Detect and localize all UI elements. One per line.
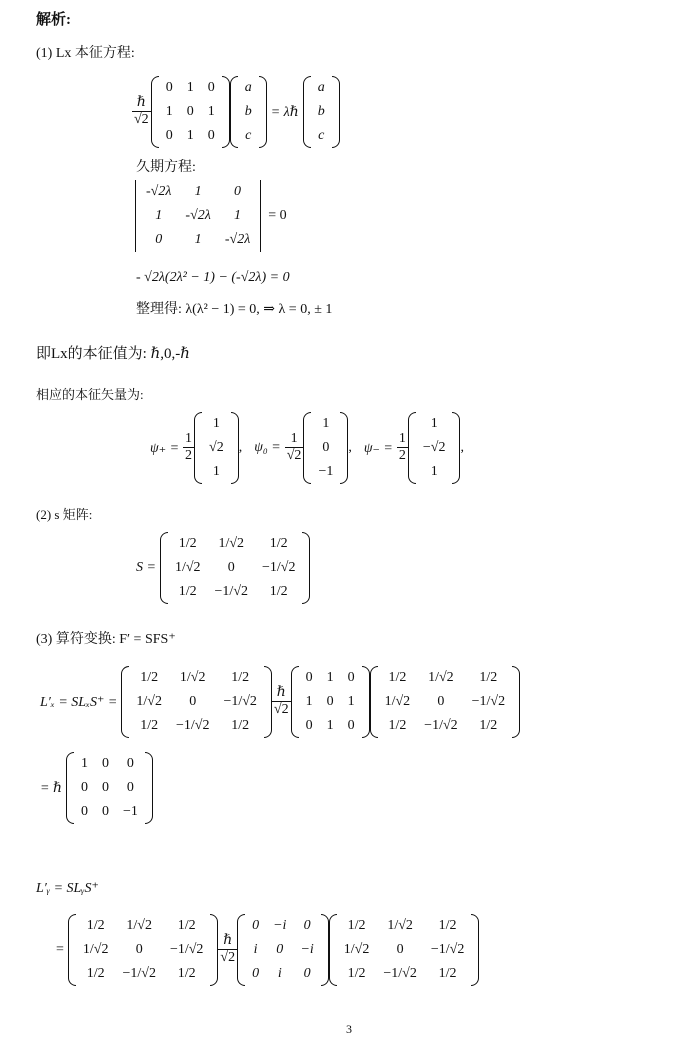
psi-plus-vector (194, 412, 239, 484)
ly-prime-label: L′ᵧ = SLᵧS⁺ (36, 881, 99, 896)
matrix-bracket-left (370, 666, 378, 738)
matrix-cell: 1 (207, 104, 215, 119)
matrix-cell: −1/√2 (169, 942, 204, 957)
matrix-grid (202, 412, 231, 484)
matrix-bracket-left (194, 412, 202, 484)
secular-determinant (132, 180, 291, 252)
ly-matrix (237, 914, 329, 986)
matrix-cell: −1 (318, 464, 334, 479)
matrix-cell: 1/2 (178, 536, 197, 551)
matrix-grid (311, 76, 332, 148)
matrix-cell: 1 (326, 718, 334, 733)
matrix-grid (159, 76, 222, 148)
matrix-cell: 0 (303, 966, 311, 981)
lx-transform-equation (36, 666, 520, 738)
matrix-cell: -√2λ (185, 208, 211, 223)
psi-zero: ψ₀ = (254, 440, 281, 455)
matrix-grid (378, 666, 513, 738)
matrix-cell: 1/√2 (174, 560, 201, 575)
matrix-grid (337, 914, 472, 986)
matrix-cell: -√2λ (224, 232, 251, 247)
matrix-cell: 1 (155, 208, 163, 223)
eigenvectors (146, 412, 464, 484)
matrix-cell: 1/√2 (343, 942, 370, 957)
eigenvalues-line: 即Lx的本征值为: ℏ,0,-ℏ (36, 346, 190, 362)
matrix-cell: 1/√2 (126, 918, 152, 933)
matrix-bracket-right (260, 180, 261, 252)
matrix-bracket-right (332, 76, 340, 148)
matrix-bracket-right (452, 412, 460, 484)
matrix-cell: 0 (207, 128, 215, 143)
matrix-cell: 0 (252, 918, 260, 933)
matrix-cell: −1/√2 (262, 560, 296, 575)
matrix-bracket-left (66, 752, 74, 824)
matrix-bracket-left (303, 412, 311, 484)
separator: , (348, 440, 352, 455)
matrix-cell: 0 (165, 80, 173, 95)
matrix-cell: 0 (234, 184, 242, 199)
matrix-grid (238, 76, 259, 148)
matrix-grid (416, 412, 453, 484)
matrix-grid (311, 412, 340, 484)
matrix-cell: 1/2 (269, 584, 288, 599)
matrix-cell: −1/√2 (424, 718, 458, 733)
matrix-cell: 1 (186, 80, 194, 95)
equals-hbar: = ℏ (40, 780, 62, 796)
matrix-bracket-right (340, 412, 348, 484)
matrix-cell: 1 (194, 232, 202, 247)
matrix-cell: c (245, 128, 252, 143)
matrix-cell: 1 (347, 694, 355, 709)
abc-vector-left (230, 76, 267, 148)
matrix-cell: 0 (80, 804, 88, 819)
matrix-cell: a (244, 80, 252, 95)
s-matrix-4 (329, 914, 480, 986)
matrix-cell: 1/2 (140, 718, 159, 733)
matrix-cell: 0 (126, 756, 134, 771)
lx-result-equation (36, 752, 153, 824)
matrix-bracket-right (362, 666, 370, 738)
matrix-cell: 1/√2 (384, 694, 411, 709)
matrix-bracket-right (302, 532, 310, 604)
matrix-cell: 1/2 (388, 670, 407, 685)
matrix-bracket-left (303, 76, 311, 148)
matrix-cell: a (317, 80, 325, 95)
psi-minus-vector (408, 412, 461, 484)
matrix-cell: 1/2 (231, 670, 250, 685)
matrix-bracket-right (512, 666, 520, 738)
lx-matrix (151, 76, 230, 148)
matrix-bracket-right (145, 752, 153, 824)
matrix-bracket-left (329, 914, 337, 986)
matrix-bracket-right (259, 76, 267, 148)
matrix-grid (139, 180, 257, 252)
matrix-cell: 1 (80, 756, 88, 771)
result-line: 整理得: λ(λ² − 1) = 0, ⇒ λ = 0, ± 1 (136, 302, 333, 317)
s-matrix-equation (132, 532, 310, 604)
s-matrix (160, 532, 311, 604)
matrix-cell: 1/√2 (387, 918, 413, 933)
lx-eigen-equation (132, 76, 340, 148)
matrix-grid (299, 666, 362, 738)
matrix-cell: 0 (326, 694, 334, 709)
matrix-bracket-left (151, 76, 159, 148)
matrix-cell: 1/2 (178, 584, 197, 599)
matrix-cell: 0 (437, 694, 445, 709)
matrix-cell: 1/√2 (179, 670, 206, 685)
matrix-cell: 1/2 (479, 718, 498, 733)
lx-prime-equals: L′ₓ = SLₓS⁺ = (40, 694, 118, 710)
matrix-bracket-left (160, 532, 168, 604)
matrix-bracket-left (68, 914, 76, 986)
matrix-cell: √2 (209, 440, 224, 455)
matrix-cell: 1/√2 (428, 670, 454, 685)
psi-plus: ψ₊ = (150, 440, 180, 456)
secular-label: 久期方程: (136, 160, 196, 175)
matrix-cell: 1/√2 (82, 942, 109, 957)
matrix-cell: b (244, 104, 252, 119)
page-number: 3 (346, 1022, 352, 1036)
abc-vector-right (303, 76, 340, 148)
half-fraction: $\frac{1}{2}$ (185, 431, 193, 463)
matrix-cell: 1 (305, 694, 313, 709)
matrix-cell: 0 (303, 918, 311, 933)
matrix-bracket-left (121, 666, 129, 738)
one-over-sqrt2: $\frac{1}{√2}$ (286, 431, 302, 463)
matrix-bracket-right (471, 914, 479, 986)
matrix-cell: 0 (207, 80, 215, 95)
matrix-cell: 1/2 (269, 536, 288, 551)
matrix-cell: 1/√2 (136, 694, 162, 709)
matrix-cell: 1/2 (86, 918, 105, 933)
matrix-grid (245, 914, 321, 986)
matrix-cell: 0 (80, 780, 88, 795)
lx-matrix-2 (291, 666, 370, 738)
s-matrix-2 (370, 666, 521, 738)
matrix-cell: 0 (155, 232, 163, 247)
matrix-cell: i (277, 966, 282, 981)
matrix-cell: 1/2 (347, 966, 366, 981)
psi-zero-vector (303, 412, 348, 484)
matrix-cell: −1/√2 (175, 718, 210, 733)
matrix-cell: 1/2 (86, 966, 105, 981)
matrix-cell: 1 (326, 670, 334, 685)
matrix-cell: 1/2 (438, 918, 457, 933)
matrix-cell: 1/2 (479, 670, 498, 685)
det-equals-zero: = 0 (268, 208, 287, 223)
matrix-cell: −i (300, 942, 314, 957)
matrix-grid (129, 666, 264, 738)
part3-label: (3) 算符变换: F′ = SFS⁺ (36, 632, 176, 647)
lx-result-matrix (66, 752, 153, 824)
matrix-bracket-left (237, 914, 245, 986)
matrix-bracket-right (231, 412, 239, 484)
matrix-cell: 0 (165, 128, 173, 143)
matrix-cell: 1 (234, 208, 242, 223)
part2-label: (2) s 矩阵: (36, 507, 93, 522)
s-matrix-1 (121, 666, 272, 738)
matrix-grid (74, 752, 145, 824)
matrix-cell: −1/√2 (430, 942, 465, 957)
separator: , (238, 440, 243, 455)
hbar-over-sqrt2-2: $\frac{\text{ℏ}}{√2}$ (273, 685, 289, 717)
matrix-cell: 0 (276, 942, 284, 957)
matrix-cell: −1/√2 (223, 694, 257, 709)
matrix-cell: 1/√2 (218, 536, 245, 551)
matrix-cell: 0 (101, 756, 109, 771)
matrix-cell: −1/√2 (214, 584, 248, 599)
matrix-cell: 0 (101, 780, 109, 795)
matrix-cell: -√2λ (146, 184, 172, 199)
matrix-cell: 0 (305, 718, 313, 733)
matrix-cell: 0 (189, 694, 197, 709)
matrix-cell: 1/2 (140, 670, 159, 685)
end-comma: , (460, 440, 464, 455)
matrix-cell: −i (273, 918, 287, 933)
matrix-cell: 1 (212, 416, 220, 431)
matrix-bracket-right (321, 914, 329, 986)
matrix-cell: 0 (126, 780, 134, 795)
matrix-cell: 1 (186, 128, 194, 143)
matrix-bracket-right (210, 914, 218, 986)
matrix-cell: 1/2 (231, 718, 250, 733)
ly-transform-equation (52, 914, 479, 986)
matrix-cell: 0 (227, 560, 235, 575)
matrix-cell: 0 (101, 804, 109, 819)
solution-heading: 解析: (36, 12, 71, 28)
matrix-bracket-right (222, 76, 230, 148)
eigenvectors-label: 相应的本征矢量为: (36, 387, 144, 402)
matrix-cell: 1 (194, 184, 202, 199)
matrix-cell: −1/√2 (471, 694, 506, 709)
matrix-bracket-left (408, 412, 416, 484)
matrix-cell: 1 (430, 464, 438, 479)
matrix-cell: 1 (212, 464, 220, 479)
matrix-bracket-left (230, 76, 238, 148)
hbar-over-sqrt2: $\frac{\text{ℏ}}{√2}$ (134, 95, 149, 127)
s-matrix-3 (68, 914, 219, 986)
matrix-cell: 0 (252, 966, 260, 981)
matrix-cell: b (317, 104, 325, 119)
ly-equals: = (56, 942, 64, 957)
matrix-cell: 0 (396, 942, 404, 957)
matrix-cell: 1/2 (177, 966, 196, 981)
s-equals: S = (136, 560, 156, 575)
matrix-cell: 0 (347, 718, 355, 733)
lambda-hbar: = λℏ (270, 104, 299, 120)
matrix-cell: −1 (122, 804, 138, 819)
matrix-cell: 1/2 (347, 918, 366, 933)
matrix-cell: 1 (165, 104, 173, 119)
part1-label: (1) Lx 本征方程: (36, 46, 135, 61)
matrix-cell: i (253, 942, 258, 957)
matrix-bracket-left (291, 666, 299, 738)
matrix-cell: 0 (347, 670, 355, 685)
matrix-cell: 0 (186, 104, 194, 119)
matrix-cell: 0 (135, 942, 143, 957)
hbar-over-sqrt2-3: $\frac{\text{ℏ}}{√2}$ (220, 933, 236, 965)
matrix-cell: 1/2 (438, 966, 457, 981)
expansion-line: - √2λ(2λ² − 1) − (-√2λ) = 0 (136, 270, 290, 285)
matrix-cell: −√2 (422, 440, 446, 455)
matrix-cell: 0 (305, 670, 313, 685)
matrix-cell: 1 (322, 416, 330, 431)
det-matrix (132, 180, 264, 252)
matrix-cell: −1/√2 (383, 966, 417, 981)
matrix-bracket-left (135, 180, 136, 252)
matrix-cell: 1/2 (177, 918, 196, 933)
half-fraction: $\frac{1}{2}$ (398, 431, 406, 463)
matrix-bracket-right (264, 666, 272, 738)
matrix-cell: 0 (322, 440, 330, 455)
matrix-cell: 1/2 (388, 718, 407, 733)
matrix-grid (76, 914, 211, 986)
matrix-grid (168, 532, 303, 604)
matrix-cell: c (318, 128, 325, 143)
matrix-cell: −1/√2 (122, 966, 156, 981)
psi-minus: ψ₋ = (363, 440, 393, 456)
matrix-cell: 1 (430, 416, 438, 431)
